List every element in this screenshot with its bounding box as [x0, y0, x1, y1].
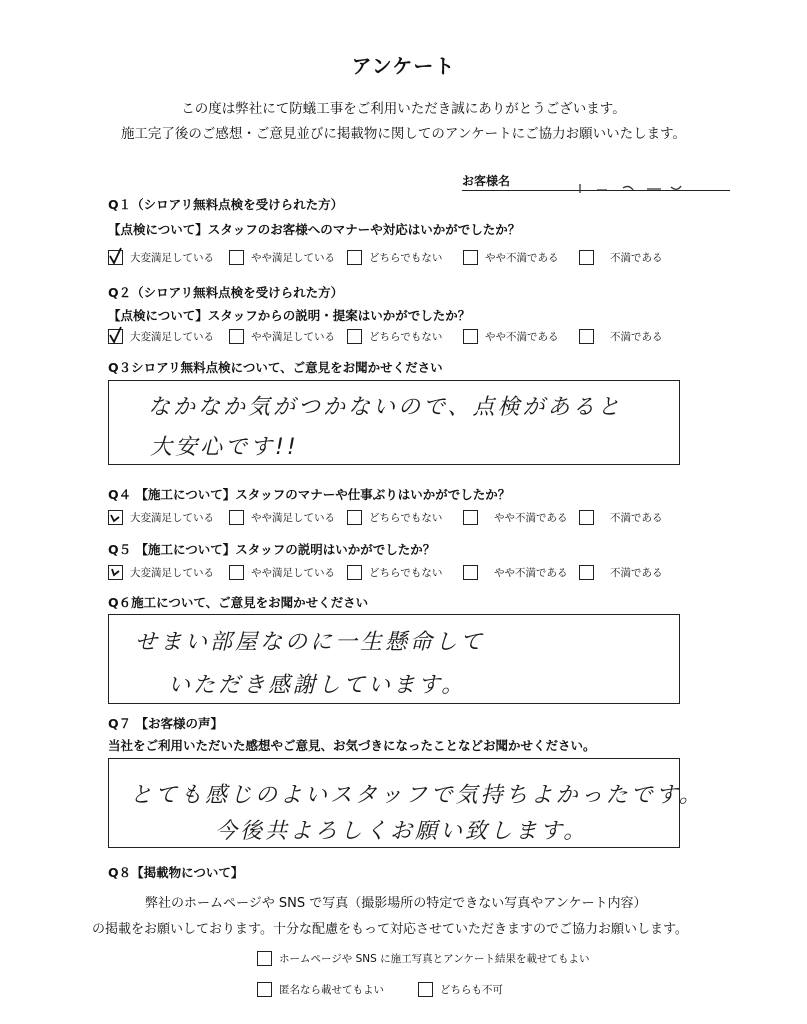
checkbox[interactable]	[347, 250, 362, 265]
q3-answer-line-2: 大安心です!!	[150, 435, 299, 460]
q6-answer-line-2: いただき感謝しています。	[168, 673, 467, 698]
option-label: 不満である	[610, 566, 663, 579]
q4-heading: Q４ 【施工について】スタッフのマナーや仕事ぶりはいかがでしたか？	[108, 487, 511, 502]
option-label: 不満である	[610, 330, 663, 343]
q2-heading: Q２（シロアリ無料点検を受けられた方）	[108, 285, 344, 300]
q5-option-neutral[interactable]	[347, 562, 442, 582]
option-label: どちらでもない	[369, 511, 443, 524]
q3-heading: Q３シロアリ無料点検について、ご意見をお聞かせください	[108, 360, 443, 375]
q5-heading: Q５ 【施工について】スタッフの説明はいかがでしたか？	[108, 542, 436, 557]
q1-option-somewhat-dissatisfied[interactable]	[463, 247, 559, 267]
q8-text-line-2: の掲載をお願いしております。十分な配慮をもって対応させていただきますのでご協力お願いします。	[92, 922, 688, 937]
intro-line-1: この度は弊社にて防蟻工事をご利用いただき誠にありがとうございます。	[181, 101, 626, 117]
checkbox[interactable]	[347, 329, 362, 344]
q1-heading: Q１（シロアリ無料点検を受けられた方）	[108, 197, 344, 212]
q3-answer-line-1: なかなか気がつかないので、点検があると	[148, 395, 623, 420]
checkbox[interactable]	[347, 510, 362, 525]
q2-option-somewhat-dissatisfied[interactable]	[463, 326, 559, 346]
q8-heading: Q８【掲載物について】	[108, 865, 244, 880]
q4-option-somewhat-dissatisfied[interactable]	[463, 507, 568, 527]
customer-name-handwriting	[575, 178, 685, 194]
option-label: やや不満である	[485, 330, 559, 343]
q5-options	[108, 562, 688, 582]
checkbox[interactable]	[108, 250, 123, 265]
option-label: どちらでもない	[369, 330, 443, 343]
checkbox[interactable]	[579, 510, 594, 525]
q2-question: 【点検について】スタッフからの説明・提案はいかがでしたか？	[108, 308, 471, 323]
page-title: アンケート	[351, 54, 456, 78]
checkbox[interactable]	[229, 329, 244, 344]
checkbox[interactable]	[108, 565, 123, 580]
intro-line-2: 施工完了後のご感想・ご意見並びに掲載物に関してのアンケートにご協力お願いいたします。	[120, 126, 687, 142]
option-label: ホームページや SNS に施工写真とアンケート結果を載せてもよい	[279, 952, 590, 965]
customer-name-label: お客様名	[462, 174, 511, 188]
q8-text-line-1: 弊社のホームページや SNS で写真（撮影場所の特定できない写真やアンケート内容）	[145, 896, 647, 911]
checkbox[interactable]	[418, 982, 433, 997]
q6-heading: Q６施工について、ご意見をお聞かせください	[108, 595, 369, 610]
q5-option-very-satisfied[interactable]	[108, 562, 214, 582]
checkbox[interactable]	[229, 510, 244, 525]
q4-options	[108, 507, 688, 527]
q2-option-neutral[interactable]	[347, 326, 442, 346]
checkbox[interactable]	[229, 250, 244, 265]
q1-options	[108, 247, 688, 267]
option-label: やや不満である	[485, 251, 559, 264]
q7-heading: Q７ 【お客様の声】	[108, 716, 223, 731]
option-label: 不満である	[610, 511, 663, 524]
q1-option-dissatisfied[interactable]	[579, 247, 663, 267]
checkmark-icon	[107, 246, 125, 266]
q1-option-somewhat-satisfied[interactable]	[229, 247, 335, 267]
option-label: 大変満足している	[130, 330, 214, 343]
checkbox[interactable]	[257, 951, 272, 966]
checkbox[interactable]	[463, 250, 478, 265]
q5-option-somewhat-dissatisfied[interactable]	[463, 562, 568, 582]
q2-options	[108, 326, 688, 346]
q2-option-dissatisfied[interactable]	[579, 326, 663, 346]
q7-answer-line-1: とても感じのよいスタッフで気持ちよかったです。	[130, 783, 704, 808]
q8-option-anonymous[interactable]	[257, 979, 384, 999]
checkbox[interactable]	[579, 329, 594, 344]
q4-option-dissatisfied[interactable]	[579, 507, 663, 527]
q5-option-dissatisfied[interactable]	[579, 562, 663, 582]
q2-option-very-satisfied[interactable]	[108, 326, 214, 346]
option-label: 不満である	[610, 251, 663, 264]
option-label: やや満足している	[251, 566, 335, 579]
q1-question: 【点検について】スタッフのお客様へのマナーや対応はいかがでしたか？	[108, 222, 521, 237]
q1-option-very-satisfied[interactable]	[108, 247, 214, 267]
option-label: 大変満足している	[130, 566, 214, 579]
checkbox[interactable]	[108, 329, 123, 344]
q1-option-neutral[interactable]	[347, 247, 442, 267]
q7-question: 当社をご利用いただいた感想やご意見、お気づきになったことなどお聞かせください。	[108, 738, 596, 753]
option-label: 大変満足している	[130, 251, 214, 264]
option-label: 匿名なら載せてもよい	[279, 983, 384, 996]
q8-option-allow-all[interactable]	[257, 948, 590, 968]
checkbox[interactable]	[579, 250, 594, 265]
checkbox[interactable]	[579, 565, 594, 580]
checkbox[interactable]	[347, 565, 362, 580]
q4-option-very-satisfied[interactable]	[108, 507, 214, 527]
option-label: どちらでもない	[369, 251, 443, 264]
checkmark-icon	[107, 325, 125, 345]
q7-answer-line-2: 今後共よろしくお願い致します。	[215, 819, 589, 844]
option-label: 大変満足している	[130, 511, 214, 524]
checkbox[interactable]	[229, 565, 244, 580]
option-label: やや満足している	[251, 511, 335, 524]
checkbox[interactable]	[463, 510, 478, 525]
q8-option-neither[interactable]	[418, 979, 503, 999]
checkbox[interactable]	[463, 565, 478, 580]
q4-option-somewhat-satisfied[interactable]	[229, 507, 335, 527]
option-label: やや不満である	[494, 511, 568, 524]
q4-option-neutral[interactable]	[347, 507, 442, 527]
option-label: どちらも不可	[440, 983, 503, 996]
q5-option-somewhat-satisfied[interactable]	[229, 562, 335, 582]
checkbox[interactable]	[257, 982, 272, 997]
checkmark-icon	[107, 506, 125, 526]
option-label: やや不満である	[494, 566, 568, 579]
checkmark-icon	[107, 561, 125, 581]
q6-answer-line-1: せまい部屋なのに一生懸命して	[135, 630, 486, 655]
option-label: やや満足している	[251, 330, 335, 343]
checkbox[interactable]	[463, 329, 478, 344]
checkbox[interactable]	[108, 510, 123, 525]
q2-option-somewhat-satisfied[interactable]	[229, 326, 335, 346]
option-label: やや満足している	[251, 251, 335, 264]
option-label: どちらでもない	[369, 566, 443, 579]
